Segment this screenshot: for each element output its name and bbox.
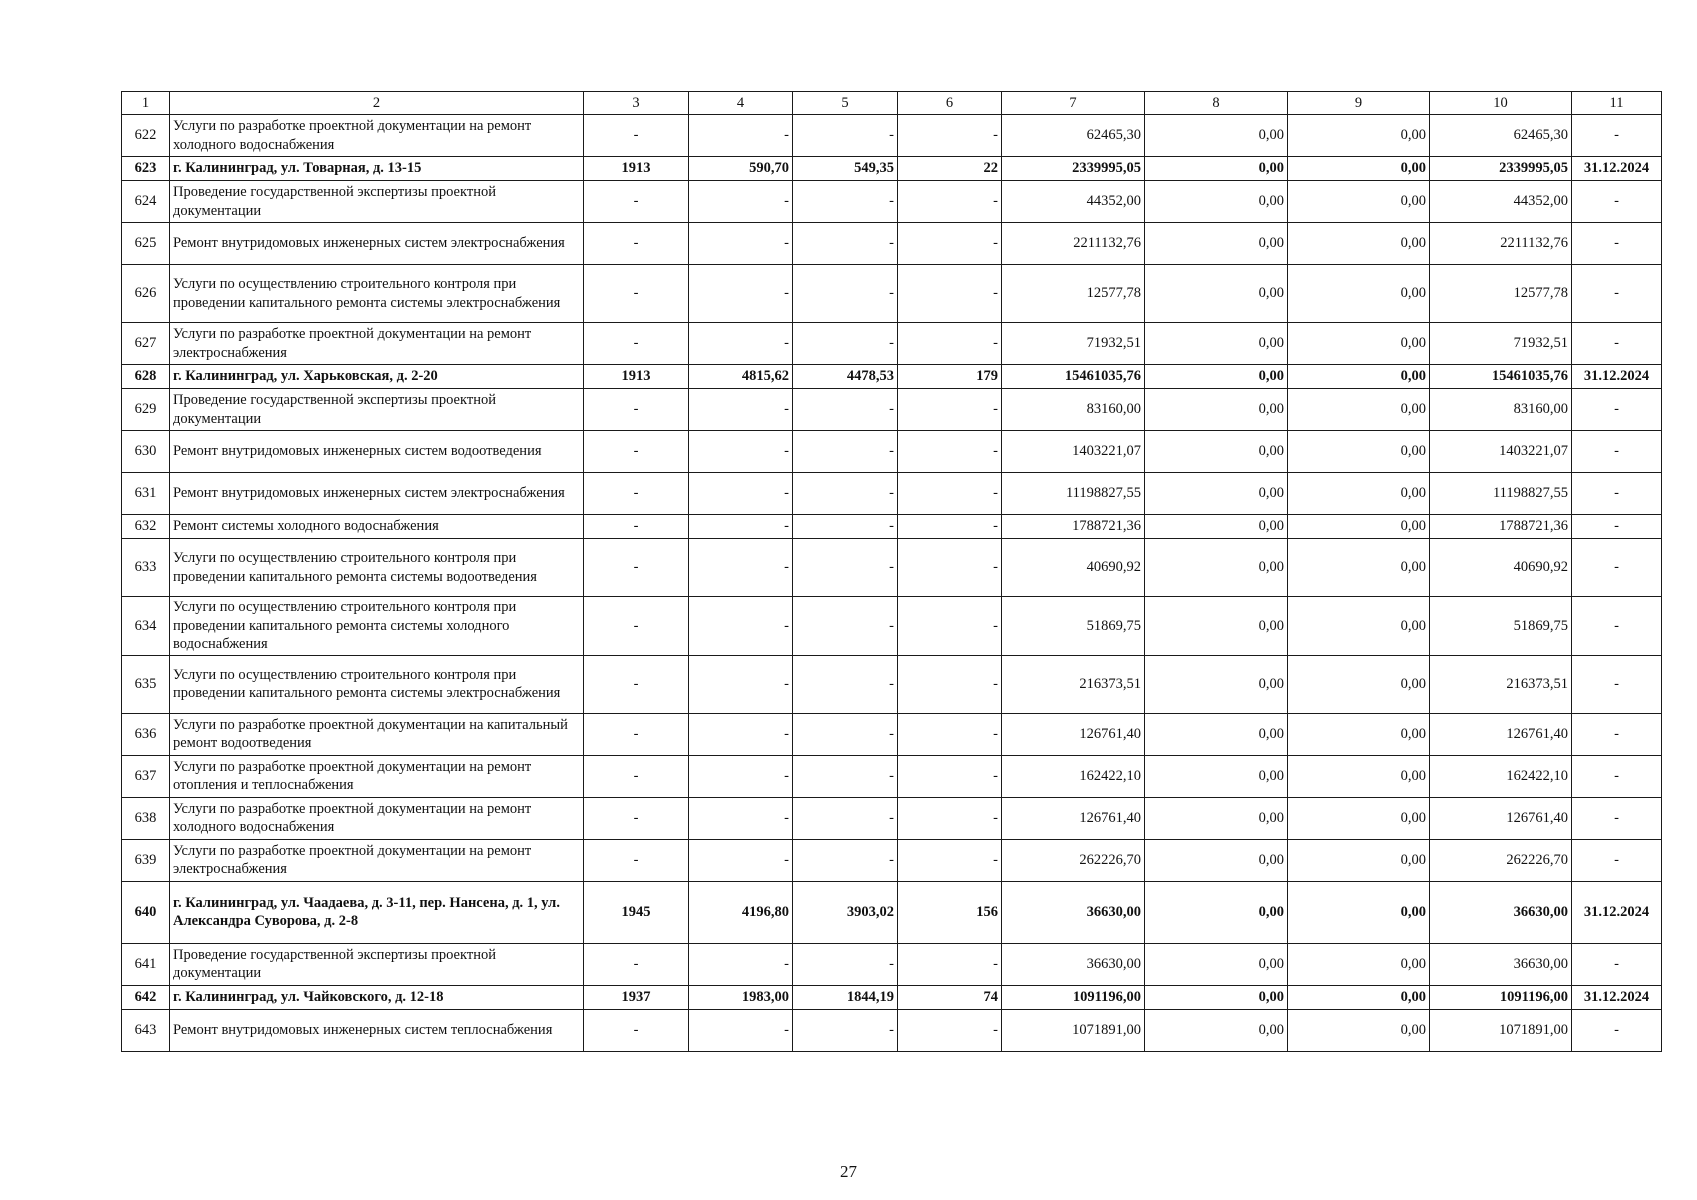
completion-date: - xyxy=(1572,265,1662,323)
row-number: 630 xyxy=(122,431,170,473)
cost-col-8: 0,00 xyxy=(1145,839,1288,881)
cost-col-9: 0,00 xyxy=(1288,365,1430,389)
total-cost: 83160,00 xyxy=(1002,389,1145,431)
year-built: - xyxy=(584,431,689,473)
year-built: 1913 xyxy=(584,365,689,389)
work-name: Ремонт внутридомовых инженерных систем электроснабжения xyxy=(170,223,584,265)
residents-count: - xyxy=(898,115,1002,157)
work-name: Услуги по разработке проектной документации на ремонт холодного водоснабжения xyxy=(170,797,584,839)
total-area: - xyxy=(689,265,793,323)
cost-col-10: 1788721,36 xyxy=(1430,515,1572,539)
residents-count: 74 xyxy=(898,985,1002,1009)
living-area: - xyxy=(793,755,898,797)
completion-date: - xyxy=(1572,323,1662,365)
cost-col-9: 0,00 xyxy=(1288,515,1430,539)
work-name: Услуги по осуществлению строительного контроля при проведении капитального ремонта системы водоотведения xyxy=(170,539,584,597)
table-row xyxy=(122,473,1662,515)
table-row xyxy=(122,797,1662,839)
year-built: - xyxy=(584,389,689,431)
row-number: 623 xyxy=(122,157,170,181)
work-name: Ремонт системы холодного водоснабжения xyxy=(170,515,584,539)
cost-col-9: 0,00 xyxy=(1288,539,1430,597)
row-number: 639 xyxy=(122,839,170,881)
cost-col-10: 126761,40 xyxy=(1430,797,1572,839)
total-area: - xyxy=(689,473,793,515)
living-area: 4478,53 xyxy=(793,365,898,389)
column-number: 9 xyxy=(1288,92,1430,115)
total-cost: 1071891,00 xyxy=(1002,1009,1145,1051)
table-body xyxy=(122,92,1662,1052)
living-area: - xyxy=(793,943,898,985)
completion-date: - xyxy=(1572,797,1662,839)
work-name: Ремонт внутридомовых инженерных систем теплоснабжения xyxy=(170,1009,584,1051)
living-area: - xyxy=(793,655,898,713)
table-row xyxy=(122,755,1662,797)
table-row xyxy=(122,365,1662,389)
cost-col-8: 0,00 xyxy=(1145,473,1288,515)
row-number: 629 xyxy=(122,389,170,431)
total-area: - xyxy=(689,1009,793,1051)
cost-col-8: 0,00 xyxy=(1145,985,1288,1009)
table-row xyxy=(122,431,1662,473)
living-area: 3903,02 xyxy=(793,881,898,943)
work-name: Услуги по осуществлению строительного контроля при проведении капитального ремонта системы электроснабжения xyxy=(170,655,584,713)
work-name: г. Калининград, ул. Харьковская, д. 2-20 xyxy=(170,365,584,389)
living-area: - xyxy=(793,223,898,265)
residents-count: - xyxy=(898,181,1002,223)
cost-col-8: 0,00 xyxy=(1145,223,1288,265)
completion-date: - xyxy=(1572,223,1662,265)
living-area: - xyxy=(793,797,898,839)
total-area: - xyxy=(689,755,793,797)
residents-count: - xyxy=(898,539,1002,597)
cost-col-10: 1091196,00 xyxy=(1430,985,1572,1009)
table-row xyxy=(122,323,1662,365)
cost-col-8: 0,00 xyxy=(1145,1009,1288,1051)
completion-date: 31.12.2024 xyxy=(1572,881,1662,943)
cost-col-8: 0,00 xyxy=(1145,431,1288,473)
total-area: - xyxy=(689,539,793,597)
total-cost: 216373,51 xyxy=(1002,655,1145,713)
row-number: 627 xyxy=(122,323,170,365)
completion-date: - xyxy=(1572,597,1662,656)
residents-count: 22 xyxy=(898,157,1002,181)
year-built: - xyxy=(584,265,689,323)
cost-col-9: 0,00 xyxy=(1288,323,1430,365)
total-area: - xyxy=(689,597,793,656)
column-number: 7 xyxy=(1002,92,1145,115)
cost-col-8: 0,00 xyxy=(1145,323,1288,365)
row-number: 640 xyxy=(122,881,170,943)
completion-date: - xyxy=(1572,389,1662,431)
cost-col-9: 0,00 xyxy=(1288,797,1430,839)
total-area: 4196,80 xyxy=(689,881,793,943)
total-cost: 2339995,05 xyxy=(1002,157,1145,181)
year-built: 1945 xyxy=(584,881,689,943)
page-number: 27 xyxy=(840,1162,857,1181)
cost-col-10: 71932,51 xyxy=(1430,323,1572,365)
total-cost: 126761,40 xyxy=(1002,713,1145,755)
works-table xyxy=(121,91,1662,1052)
total-cost: 126761,40 xyxy=(1002,797,1145,839)
completion-date: - xyxy=(1572,839,1662,881)
completion-date: - xyxy=(1572,431,1662,473)
cost-col-10: 2211132,76 xyxy=(1430,223,1572,265)
cost-col-9: 0,00 xyxy=(1288,713,1430,755)
cost-col-8: 0,00 xyxy=(1145,797,1288,839)
row-number: 632 xyxy=(122,515,170,539)
cost-col-9: 0,00 xyxy=(1288,473,1430,515)
total-area: 1983,00 xyxy=(689,985,793,1009)
work-name: Услуги по разработке проектной документации на ремонт электроснабжения xyxy=(170,839,584,881)
cost-col-8: 0,00 xyxy=(1145,881,1288,943)
total-cost: 51869,75 xyxy=(1002,597,1145,656)
total-cost: 1403221,07 xyxy=(1002,431,1145,473)
total-cost: 36630,00 xyxy=(1002,943,1145,985)
total-cost: 11198827,55 xyxy=(1002,473,1145,515)
work-name: Услуги по осуществлению строительного контроля при проведении капитального ремонта системы электроснабжения xyxy=(170,265,584,323)
year-built: - xyxy=(584,755,689,797)
residents-count: - xyxy=(898,655,1002,713)
column-number: 2 xyxy=(170,92,584,115)
living-area: - xyxy=(793,839,898,881)
table-row xyxy=(122,389,1662,431)
living-area: - xyxy=(793,181,898,223)
cost-col-8: 0,00 xyxy=(1145,389,1288,431)
row-number: 638 xyxy=(122,797,170,839)
total-cost: 262226,70 xyxy=(1002,839,1145,881)
work-name: Услуги по разработке проектной документации на ремонт отопления и теплоснабжения xyxy=(170,755,584,797)
row-number: 641 xyxy=(122,943,170,985)
cost-col-9: 0,00 xyxy=(1288,655,1430,713)
living-area: 1844,19 xyxy=(793,985,898,1009)
residents-count: - xyxy=(898,597,1002,656)
table-row xyxy=(122,655,1662,713)
row-number: 635 xyxy=(122,655,170,713)
residents-count: - xyxy=(898,265,1002,323)
completion-date: - xyxy=(1572,1009,1662,1051)
column-number: 4 xyxy=(689,92,793,115)
total-cost: 62465,30 xyxy=(1002,115,1145,157)
cost-col-9: 0,00 xyxy=(1288,755,1430,797)
living-area: - xyxy=(793,265,898,323)
residents-count: - xyxy=(898,943,1002,985)
table-row xyxy=(122,223,1662,265)
column-number: 5 xyxy=(793,92,898,115)
residents-count: 156 xyxy=(898,881,1002,943)
row-number: 643 xyxy=(122,1009,170,1051)
living-area: - xyxy=(793,1009,898,1051)
row-number: 631 xyxy=(122,473,170,515)
cost-col-10: 1403221,07 xyxy=(1430,431,1572,473)
cost-col-8: 0,00 xyxy=(1145,597,1288,656)
work-name: Ремонт внутридомовых инженерных систем водоотведения xyxy=(170,431,584,473)
cost-col-9: 0,00 xyxy=(1288,223,1430,265)
completion-date: - xyxy=(1572,515,1662,539)
cost-col-10: 44352,00 xyxy=(1430,181,1572,223)
table-row xyxy=(122,115,1662,157)
living-area: - xyxy=(793,389,898,431)
cost-col-8: 0,00 xyxy=(1145,943,1288,985)
cost-col-8: 0,00 xyxy=(1145,539,1288,597)
residents-count: - xyxy=(898,713,1002,755)
work-name: г. Калининград, ул. Чайковского, д. 12-18 xyxy=(170,985,584,1009)
completion-date: - xyxy=(1572,713,1662,755)
table-row xyxy=(122,539,1662,597)
living-area: - xyxy=(793,115,898,157)
cost-col-10: 11198827,55 xyxy=(1430,473,1572,515)
living-area: - xyxy=(793,323,898,365)
residents-count: - xyxy=(898,515,1002,539)
total-area: - xyxy=(689,181,793,223)
total-cost: 36630,00 xyxy=(1002,881,1145,943)
column-number-row xyxy=(122,92,1662,115)
cost-col-10: 51869,75 xyxy=(1430,597,1572,656)
total-cost: 71932,51 xyxy=(1002,323,1145,365)
cost-col-8: 0,00 xyxy=(1145,515,1288,539)
cost-col-8: 0,00 xyxy=(1145,713,1288,755)
total-cost: 44352,00 xyxy=(1002,181,1145,223)
completion-date: - xyxy=(1572,181,1662,223)
total-cost: 162422,10 xyxy=(1002,755,1145,797)
year-built: - xyxy=(584,1009,689,1051)
living-area: - xyxy=(793,597,898,656)
cost-col-8: 0,00 xyxy=(1145,655,1288,713)
year-built: - xyxy=(584,323,689,365)
living-area: 549,35 xyxy=(793,157,898,181)
total-area: - xyxy=(689,839,793,881)
cost-col-9: 0,00 xyxy=(1288,1009,1430,1051)
year-built: - xyxy=(584,223,689,265)
work-name: Проведение государственной экспертизы проектной документации xyxy=(170,943,584,985)
column-number: 6 xyxy=(898,92,1002,115)
row-number: 622 xyxy=(122,115,170,157)
residents-count: - xyxy=(898,755,1002,797)
living-area: - xyxy=(793,431,898,473)
total-cost: 2211132,76 xyxy=(1002,223,1145,265)
cost-col-10: 126761,40 xyxy=(1430,713,1572,755)
year-built: - xyxy=(584,181,689,223)
living-area: - xyxy=(793,473,898,515)
work-name: Услуги по осуществлению строительного контроля при проведении капитального ремонта системы холодного водоснабжения xyxy=(170,597,584,656)
table-row xyxy=(122,181,1662,223)
cost-col-9: 0,00 xyxy=(1288,181,1430,223)
living-area: - xyxy=(793,713,898,755)
residents-count: - xyxy=(898,323,1002,365)
table-row xyxy=(122,839,1662,881)
table-row xyxy=(122,713,1662,755)
work-name: Проведение государственной экспертизы проектной документации xyxy=(170,181,584,223)
table-row xyxy=(122,943,1662,985)
year-built: - xyxy=(584,597,689,656)
cost-col-10: 36630,00 xyxy=(1430,943,1572,985)
work-name: Ремонт внутридомовых инженерных систем электроснабжения xyxy=(170,473,584,515)
total-area: - xyxy=(689,713,793,755)
cost-col-8: 0,00 xyxy=(1145,365,1288,389)
cost-col-10: 1071891,00 xyxy=(1430,1009,1572,1051)
living-area: - xyxy=(793,515,898,539)
completion-date: - xyxy=(1572,539,1662,597)
residents-count: - xyxy=(898,797,1002,839)
cost-col-8: 0,00 xyxy=(1145,755,1288,797)
cost-col-8: 0,00 xyxy=(1145,265,1288,323)
table-row xyxy=(122,1009,1662,1051)
cost-col-9: 0,00 xyxy=(1288,985,1430,1009)
work-name: Проведение государственной экспертизы проектной документации xyxy=(170,389,584,431)
year-built: - xyxy=(584,539,689,597)
total-cost: 40690,92 xyxy=(1002,539,1145,597)
total-area: - xyxy=(689,943,793,985)
completion-date: - xyxy=(1572,943,1662,985)
total-cost: 1091196,00 xyxy=(1002,985,1145,1009)
column-number: 10 xyxy=(1430,92,1572,115)
row-number: 626 xyxy=(122,265,170,323)
total-cost: 1788721,36 xyxy=(1002,515,1145,539)
total-area: - xyxy=(689,389,793,431)
residents-count: - xyxy=(898,1009,1002,1051)
cost-col-9: 0,00 xyxy=(1288,943,1430,985)
cost-col-10: 83160,00 xyxy=(1430,389,1572,431)
cost-col-9: 0,00 xyxy=(1288,839,1430,881)
row-number: 637 xyxy=(122,755,170,797)
cost-col-10: 216373,51 xyxy=(1430,655,1572,713)
table-row xyxy=(122,985,1662,1009)
residents-count: - xyxy=(898,431,1002,473)
total-area: - xyxy=(689,655,793,713)
column-number: 3 xyxy=(584,92,689,115)
completion-date: - xyxy=(1572,115,1662,157)
cost-col-10: 262226,70 xyxy=(1430,839,1572,881)
completion-date: - xyxy=(1572,755,1662,797)
total-area: - xyxy=(689,323,793,365)
year-built: - xyxy=(584,713,689,755)
cost-col-10: 2339995,05 xyxy=(1430,157,1572,181)
table-row xyxy=(122,597,1662,656)
row-number: 628 xyxy=(122,365,170,389)
row-number: 633 xyxy=(122,539,170,597)
cost-col-9: 0,00 xyxy=(1288,431,1430,473)
residents-count: - xyxy=(898,839,1002,881)
cost-col-9: 0,00 xyxy=(1288,881,1430,943)
cost-col-9: 0,00 xyxy=(1288,115,1430,157)
year-built: - xyxy=(584,839,689,881)
total-area: - xyxy=(689,115,793,157)
completion-date: - xyxy=(1572,655,1662,713)
total-area: 4815,62 xyxy=(689,365,793,389)
residents-count: - xyxy=(898,389,1002,431)
living-area: - xyxy=(793,539,898,597)
cost-col-8: 0,00 xyxy=(1145,181,1288,223)
cost-col-10: 40690,92 xyxy=(1430,539,1572,597)
work-name: г. Калининград, ул. Чаадаева, д. 3-11, пер. Нансена, д. 1, ул. Александра Суворова, д. 2-8 xyxy=(170,881,584,943)
residents-count: 179 xyxy=(898,365,1002,389)
completion-date: 31.12.2024 xyxy=(1572,985,1662,1009)
total-area: - xyxy=(689,431,793,473)
work-name: г. Калининград, ул. Товарная, д. 13-15 xyxy=(170,157,584,181)
column-number: 11 xyxy=(1572,92,1662,115)
year-built: - xyxy=(584,515,689,539)
year-built: - xyxy=(584,797,689,839)
table-row xyxy=(122,881,1662,943)
work-name: Услуги по разработке проектной документации на ремонт холодного водоснабжения xyxy=(170,115,584,157)
work-name: Услуги по разработке проектной документации на капитальный ремонт водоотведения xyxy=(170,713,584,755)
table-row xyxy=(122,265,1662,323)
total-area: - xyxy=(689,515,793,539)
total-cost: 12577,78 xyxy=(1002,265,1145,323)
table-row xyxy=(122,515,1662,539)
completion-date: - xyxy=(1572,473,1662,515)
year-built: - xyxy=(584,115,689,157)
cost-col-10: 162422,10 xyxy=(1430,755,1572,797)
row-number: 636 xyxy=(122,713,170,755)
row-number: 625 xyxy=(122,223,170,265)
total-area: - xyxy=(689,797,793,839)
completion-date: 31.12.2024 xyxy=(1572,157,1662,181)
row-number: 624 xyxy=(122,181,170,223)
cost-col-10: 12577,78 xyxy=(1430,265,1572,323)
year-built: 1913 xyxy=(584,157,689,181)
year-built: - xyxy=(584,473,689,515)
cost-col-8: 0,00 xyxy=(1145,115,1288,157)
total-area: - xyxy=(689,223,793,265)
table-row xyxy=(122,157,1662,181)
cost-col-10: 36630,00 xyxy=(1430,881,1572,943)
row-number: 634 xyxy=(122,597,170,656)
work-name: Услуги по разработке проектной документации на ремонт электроснабжения xyxy=(170,323,584,365)
column-number: 8 xyxy=(1145,92,1288,115)
row-number: 642 xyxy=(122,985,170,1009)
total-cost: 15461035,76 xyxy=(1002,365,1145,389)
residents-count: - xyxy=(898,223,1002,265)
cost-col-9: 0,00 xyxy=(1288,265,1430,323)
cost-col-10: 15461035,76 xyxy=(1430,365,1572,389)
total-area: 590,70 xyxy=(689,157,793,181)
cost-col-9: 0,00 xyxy=(1288,157,1430,181)
cost-col-9: 0,00 xyxy=(1288,597,1430,656)
completion-date: 31.12.2024 xyxy=(1572,365,1662,389)
year-built: - xyxy=(584,943,689,985)
cost-col-9: 0,00 xyxy=(1288,389,1430,431)
cost-col-8: 0,00 xyxy=(1145,157,1288,181)
column-number: 1 xyxy=(122,92,170,115)
residents-count: - xyxy=(898,473,1002,515)
year-built: 1937 xyxy=(584,985,689,1009)
cost-col-10: 62465,30 xyxy=(1430,115,1572,157)
year-built: - xyxy=(584,655,689,713)
